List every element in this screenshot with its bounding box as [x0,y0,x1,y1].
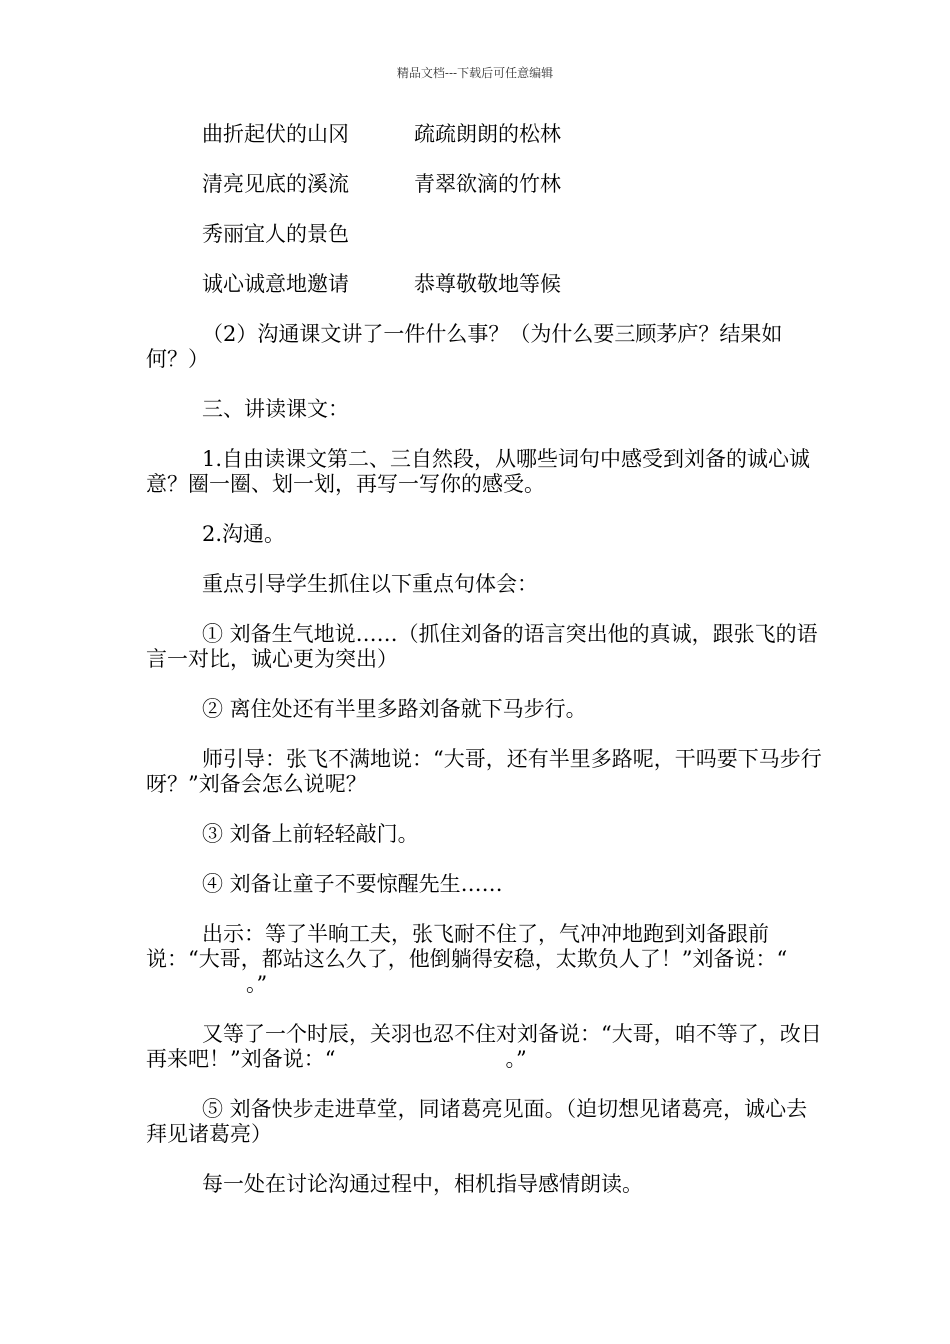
fill-in-text-start: 又等了一个时辰，关羽也忍不住对刘备说：“大哥，咱不等了，改日再来吧！”刘备说：“ [146,1022,822,1071]
word-pair-row [146,172,826,197]
instruction-paragraph: 1.自由读课文第二、三自然段，从哪些词句中感受到刘备的诚心诚意？圈一圈、划一划，再写一写你的感受。 [146,447,811,496]
word-pair-row [146,272,826,297]
key-sentence-2: ② 离住处还有半里多路刘备就下马步行。 [202,697,587,721]
word-pair-left: 秀丽宜人的景色 [202,222,349,246]
guide-paragraph: 重点引导学生抓住以下重点句体会： [202,572,538,596]
word-pair-right: 恭尊敬敬地等候 [414,272,561,296]
section-heading: 三、讲读课文： [202,397,349,421]
word-pair-left: 曲折起伏的山冈 [202,122,349,146]
document-body [146,122,826,1222]
key-sentence-4: ④ 刘备让童子不要惊醒先生…… [202,872,503,896]
word-pair-left: 诚心诚意地邀请 [202,272,349,296]
fill-in-text-end: 。” [246,972,268,996]
word-pair-row [146,222,826,247]
key-sentence-5: ⑤ 刘备快步走进草堂，同诸葛亮见面。（迫切想见诸葛亮，诚心去拜见诸葛亮） [146,1097,808,1146]
fill-in-text-start: 出示：等了半晌工夫，张飞耐不住了，气冲冲地跑到刘备跟前说：“大哥，都站这么久了，他倒躺得安稳，太欺负人了！”刘备说：“ [146,922,788,971]
fill-in-paragraph-2 [146,1022,826,1072]
word-pair-row [146,122,826,147]
fill-in-text-end: 。” [505,1047,527,1071]
word-pair-left: 清亮见底的溪流 [202,172,349,196]
fill-in-paragraph-1 [146,922,826,997]
word-pair-right: 疏疏朗朗的松林 [414,122,561,146]
closing-paragraph: 每一处在讨论沟通过程中，相机指导感情朗读。 [202,1172,643,1196]
teacher-guide-paragraph: 师引导：张飞不满地说：“大哥，还有半里多路呢，干吗要下马步行呀？”刘备会怎么说呢？ [146,747,822,796]
question-paragraph: （2）沟通课文讲了一件什么事？（为什么要三顾茅庐？结果如何？） [146,322,783,371]
page-header: 精品文档---下载后可任意编辑 [396,66,554,80]
word-pair-right: 青翠欲滴的竹林 [414,172,561,196]
key-sentence-3: ③ 刘备上前轻轻敲门。 [202,822,419,846]
step-paragraph: 2.沟通。 [202,522,286,546]
key-sentence-1: ① 刘备生气地说……（抓住刘备的语言突出他的真诚，跟张飞的语言一对比，诚心更为突出） [146,622,818,671]
